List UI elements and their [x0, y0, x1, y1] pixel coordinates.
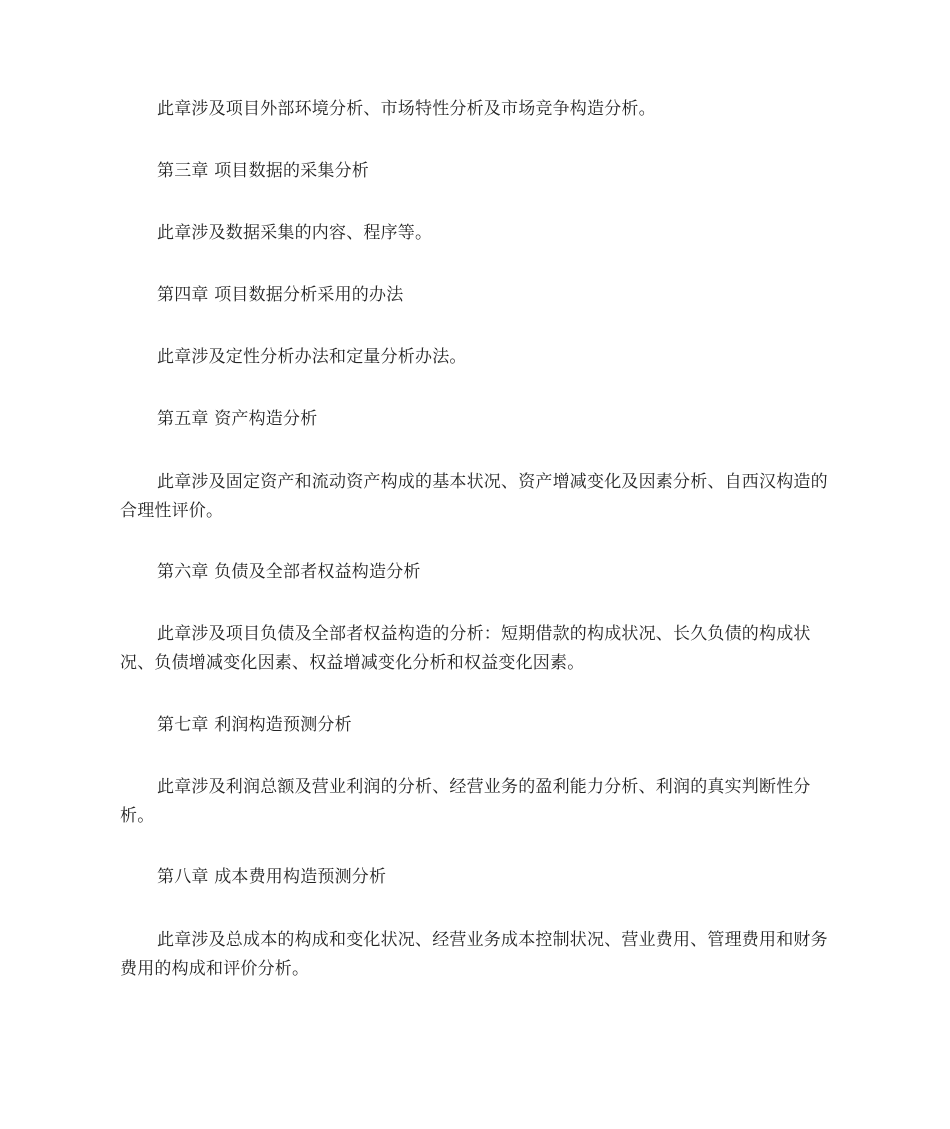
paragraph-chapter3-description: 此章涉及数据采集的内容、程序等。	[157, 223, 433, 243]
heading-chapter5: 第五章 资产构造分析	[157, 409, 318, 429]
heading-chapter8: 第八章 成本费用构造预测分析	[157, 867, 387, 887]
document-page	[120, 0, 832, 1129]
paragraph-chapter7-description: 此章涉及利润总额及营业利润的分析、经营业务的盈利能力分析、利润的真实判断性分析。	[120, 777, 811, 826]
paragraph-chapter6-description: 此章涉及项目负债及全部者权益构造的分析：短期借款的构成状况、长久负债的构成状况、负债增减变化因素、权益增减变化分析和权益变化因素。	[120, 624, 811, 673]
heading-chapter7: 第七章 利润构造预测分析	[157, 715, 352, 735]
paragraph-chapter5-description: 此章涉及固定资产和流动资产构成的基本状况、资产增减变化及因素分析、自西汉构造的合理性评价。	[120, 472, 828, 521]
paragraph-chapter4-description: 此章涉及定性分析办法和定量分析办法。	[157, 347, 467, 367]
heading-chapter3: 第三章 项目数据的采集分析	[157, 161, 370, 181]
paragraph-chapter2-description: 此章涉及项目外部环境分析、市场特性分析及市场竞争构造分析。	[157, 99, 656, 119]
heading-chapter6: 第六章 负债及全部者权益构造分析	[157, 562, 421, 582]
heading-chapter4: 第四章 项目数据分析采用的办法	[157, 285, 404, 305]
paragraph-chapter8-description: 此章涉及总成本的构成和变化状况、经营业务成本控制状况、营业费用、管理费用和财务费用的构成和评价分析。	[120, 930, 828, 979]
